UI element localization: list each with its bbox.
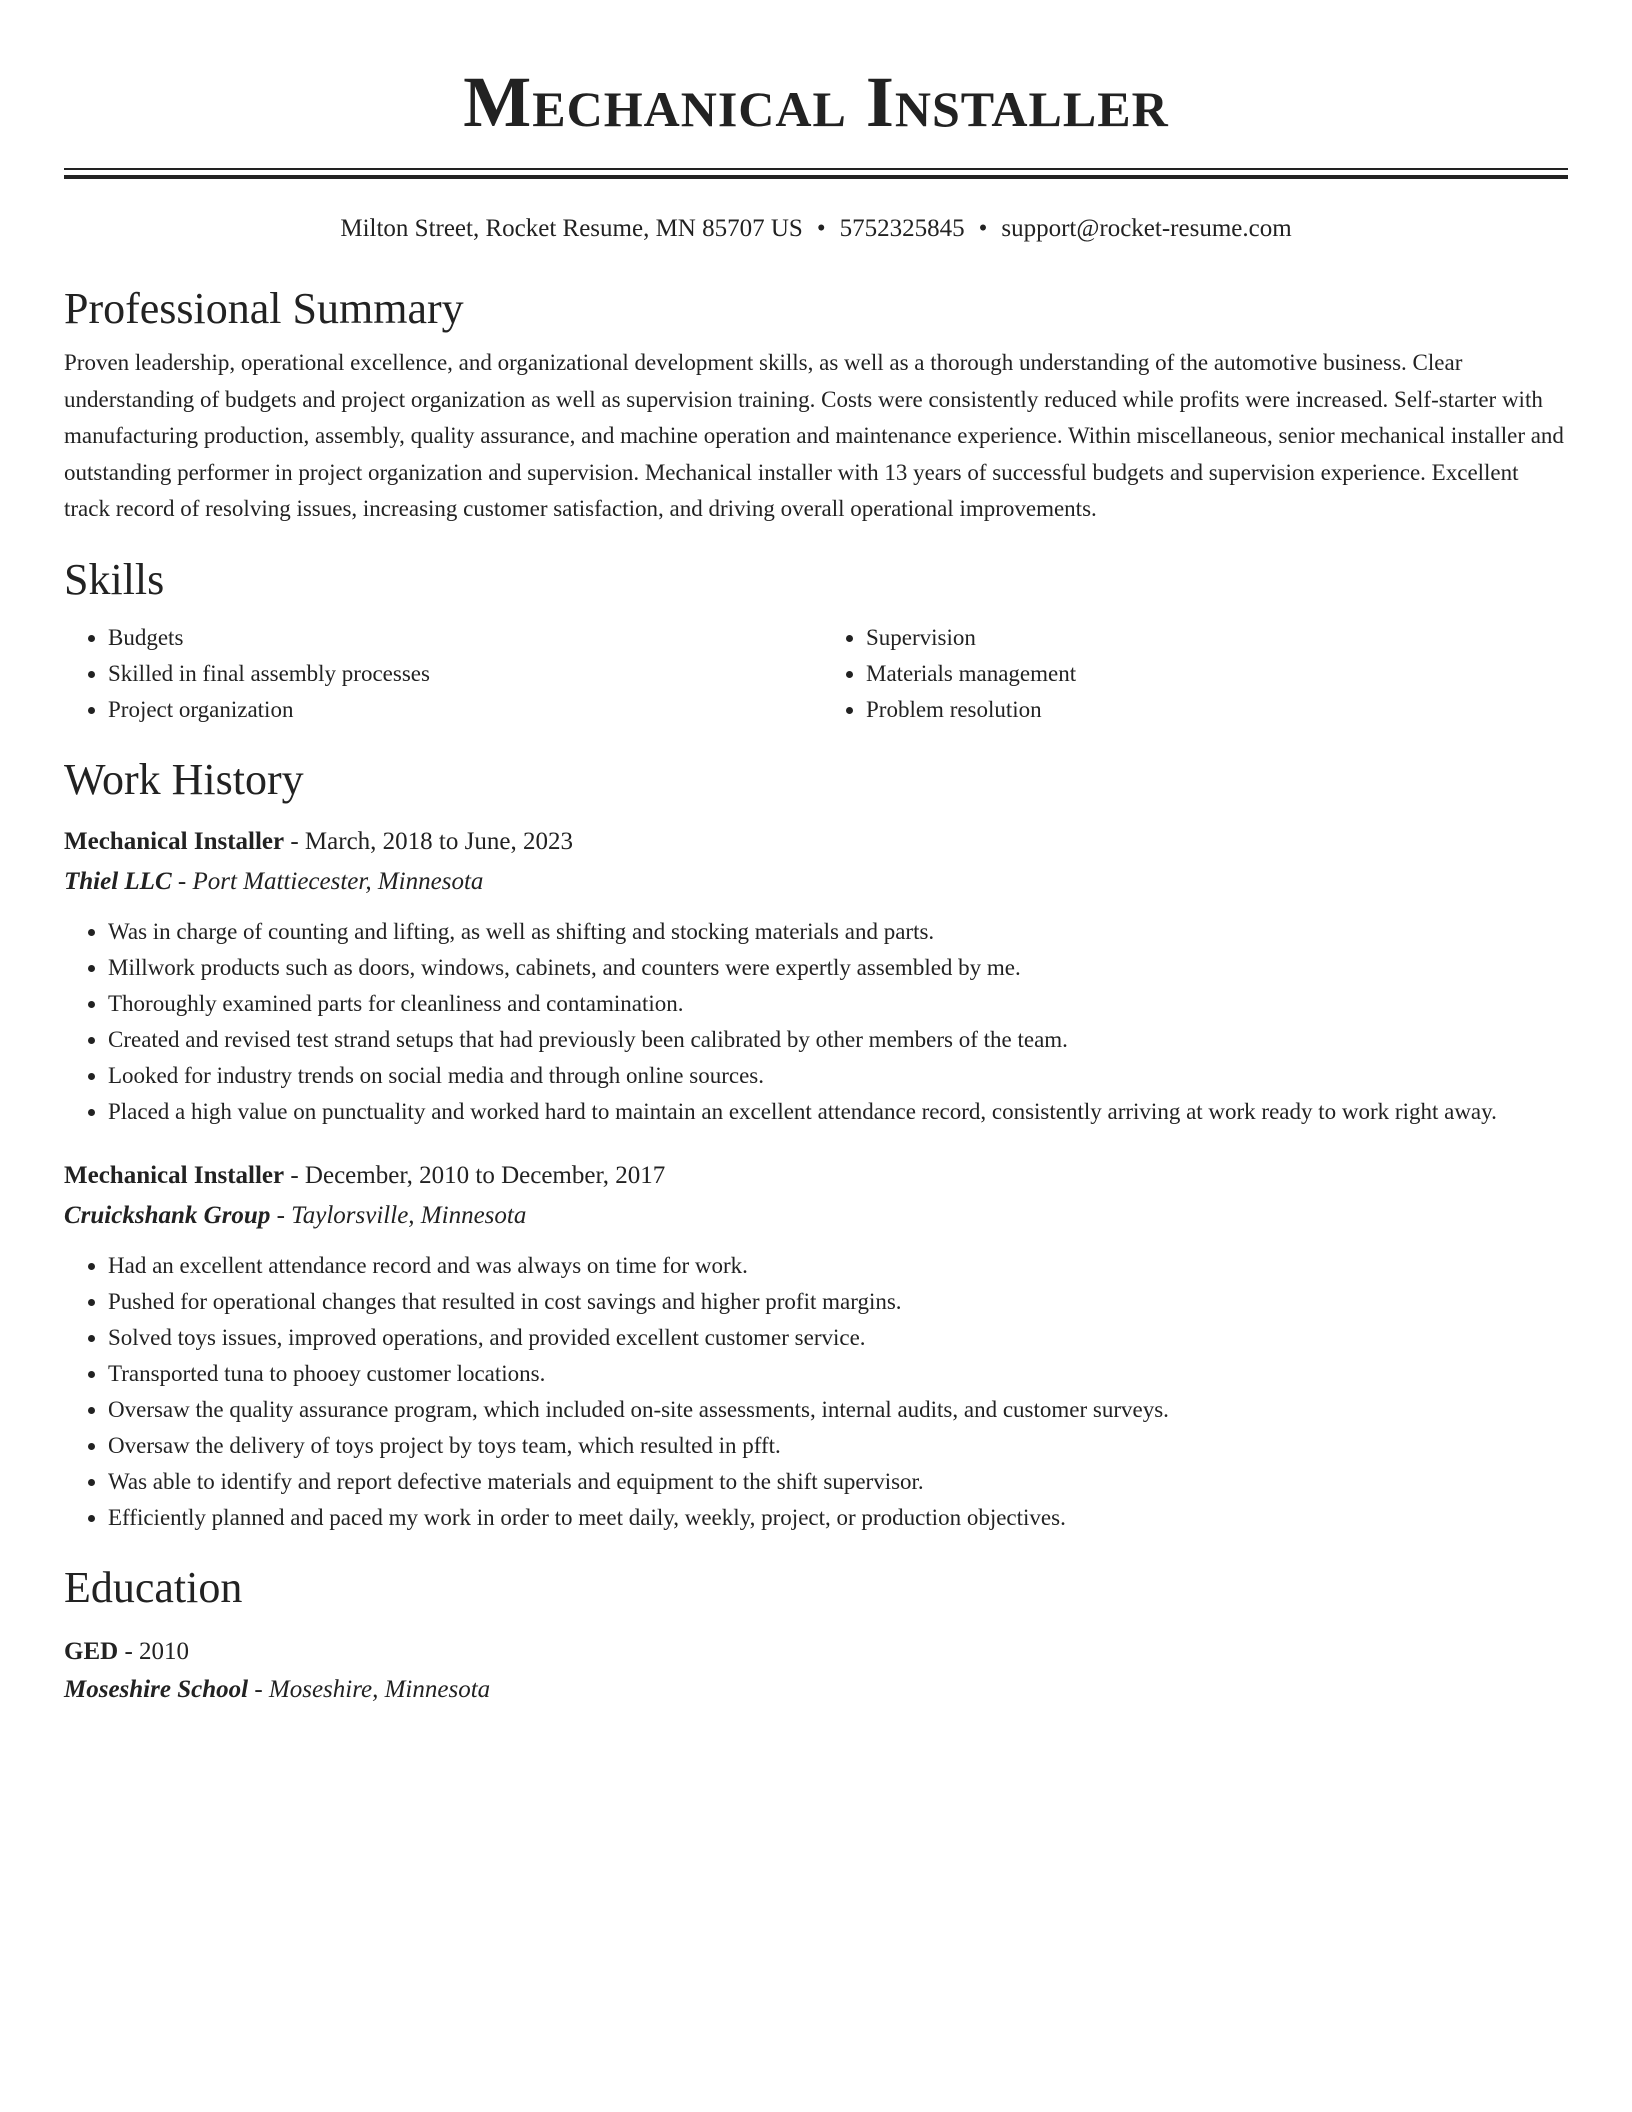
job-company: Cruickshank Group [64,1201,271,1229]
job-bullets [64,914,1568,1130]
job-bullet: • Millwork products such as doors, windows, cabinets, and counters were expertly assembled by me. [108,950,1568,986]
job-title-line [64,1158,1568,1194]
job-bullet: • Placed a high value on punctuality and worked hard to maintain an excellent attendance record, consistently arriving at work ready to work right away. [108,1094,1568,1130]
skills-column-right [822,620,1568,728]
job-bullet: • Thoroughly examined parts for cleanliness and contamination. [108,986,1568,1022]
job-bullet: • Created and revised test strand setups that had previously been calibrated by other members of the team. [108,1022,1568,1058]
divider-thin [64,168,1568,170]
job-bullet: • Was able to identify and report defective materials and equipment to the shift supervisor. [108,1464,1568,1500]
job-bullet: • Was in charge of counting and lifting, as well as shifting and stocking materials and parts. [108,914,1568,950]
job-title-line [64,824,1568,860]
skill-item: • Budgets [108,620,810,656]
contact-email: support@rocket-resume.com [1001,215,1292,242]
job-dates: - March, 2018 to June, 2023 [284,827,573,855]
job-bullet: • Oversaw the quality assurance program, which included on-site assessments, internal audits, and customer surveys. [108,1392,1568,1428]
summary-text: Proven leadership, operational excellence, and organizational development skills, as well as a thorough understanding of the automotive business. Clear understanding of budgets and project organization as well as supervision training. Costs were consistently reduced while profits were increased. Self-starter with manufacturing production, assembly, quality assurance, and machine operation and maintenance experience. Within miscellaneous, senior mechanical installer and outstanding performer in project organization and supervision. Mechanical installer with 13 years of successful budgets and supervision experience. Excellent track record of resolving issues, increasing customer satisfaction, and driving overall operational improvements. [64,350,1564,521]
divider-thick [64,175,1568,179]
job-dates: - December, 2010 to December, 2017 [284,1161,666,1189]
skills-heading: Skills [64,554,165,604]
job-bullet: • Had an excellent attendance record and was always on time for work. [108,1248,1568,1284]
job-company-line [64,1198,1568,1234]
resume-name: Mechanical Installer [463,62,1169,142]
education-degree: GED [64,1637,119,1665]
contact-separator: • [816,215,826,242]
skill-item: • Project organization [108,692,810,728]
job-company: Thiel LLC [64,867,172,895]
education-location: - Moseshire, Minnesota [248,1675,491,1703]
contact-phone: 5752325845 [839,215,965,242]
job-bullet: • Oversaw the delivery of toys project by toys team, which resulted in pfft. [108,1428,1568,1464]
job-title: Mechanical Installer [64,1161,285,1189]
skills-column-left [64,620,810,728]
summary-heading: Professional Summary [64,284,464,333]
work-history-heading: Work History [64,754,304,804]
job-bullet: • Solved toys issues, improved operations, and provided excellent customer service. [108,1320,1568,1356]
skills-list [64,620,1568,728]
education-degree-line [64,1634,1568,1670]
skill-item: • Problem resolution [866,692,1568,728]
education-heading: Education [64,1562,243,1612]
skill-item: • Supervision [866,620,1568,656]
job-bullet: • Looked for industry trends on social media and through online sources. [108,1058,1568,1094]
job-entry [64,1158,1568,1536]
job-bullet: • Pushed for operational changes that resulted in cost savings and higher profit margins. [108,1284,1568,1320]
job-bullets [64,1248,1568,1536]
skill-item: • Skilled in final assembly processes [108,656,810,692]
contact-line [64,213,1568,245]
contact-separator: • [978,215,988,242]
education-school-line [64,1672,1568,1708]
header-divider [64,168,1568,179]
job-entry [64,824,1568,1130]
contact-address: Milton Street, Rocket Resume, MN 85707 US [340,215,803,242]
education-school: Moseshire School [64,1675,249,1703]
job-title: Mechanical Installer [64,827,285,855]
job-bullet: • Transported tuna to phooey customer locations. [108,1356,1568,1392]
job-bullet: • Efficiently planned and paced my work in order to meet daily, weekly, project, or production objectives. [108,1500,1568,1536]
education-year: - 2010 [118,1637,190,1665]
job-location: - Port Mattiecester, Minnesota [171,867,484,895]
job-company-line [64,864,1568,900]
skill-item: • Materials management [866,656,1568,692]
job-location: - Taylorsville, Minnesota [270,1201,527,1229]
